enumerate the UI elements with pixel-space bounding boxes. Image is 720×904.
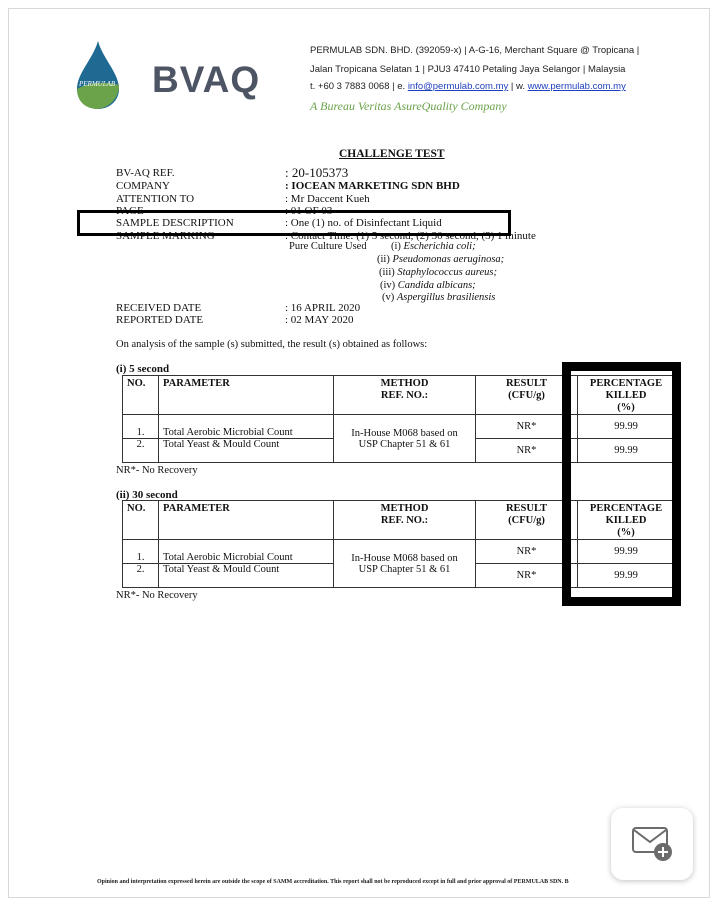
mail-plus-icon: [611, 808, 693, 880]
method-cell: In-House M068 based on USP Chapter 51 & 61: [334, 540, 476, 588]
company-address-line1: PERMULAB SDN. BHD. (392059-x) | A-G-16, Merchant Square @ Tropicana |: [310, 45, 640, 56]
web-prefix: | w.: [510, 81, 526, 92]
table-row: 1. Total Aerobic Microbial Count In-House M068 based on USP Chapter 51 & 61 NR* 99.99: [123, 540, 675, 564]
col-method: METHOD REF. NO.:: [334, 376, 476, 415]
results-table-30-second: NO. PARAMETER METHOD REF. NO.: RESULT (CFU/g) PERCENTAGE KILLED (%) 1. Total Aerobic Microbial Count In-House M068 based on USP Chapter 51 & 61 NR* 99.99 2. Total Yeast & Mould Count NR* 99.99: [122, 500, 675, 588]
add-mail-button[interactable]: [611, 808, 693, 880]
company-value: : IOCEAN MARKETING SDN BHD: [285, 180, 460, 192]
attention-value: : Mr Daccent Kueh: [285, 193, 370, 205]
no-recovery-note-2: NR*- No Recovery: [116, 590, 198, 601]
phone-text: t. +60 3 7883 0068 | e.: [310, 81, 406, 92]
reported-date-value: : 02 MAY 2020: [285, 314, 354, 326]
section-title-5-second: (i) 5 second: [116, 363, 170, 375]
sample-marking-label: SAMPLE MARKING: [116, 230, 215, 242]
culture-item-1: (i) Escherichia coli;: [391, 241, 476, 252]
received-date-value: : 16 APRIL 2020: [285, 302, 361, 314]
reported-date-label: REPORTED DATE: [116, 314, 204, 326]
sample-description-highlight-box: [77, 210, 511, 236]
col-no: NO.: [123, 376, 159, 415]
company-contact-line: [310, 81, 626, 92]
col-parameter: PARAMETER: [159, 376, 334, 415]
culture-item-2: (ii) Pseudomonas aeruginosa;: [377, 254, 505, 265]
page-label: PAGE: [116, 205, 144, 217]
ref-value: : 20-105373: [285, 165, 349, 180]
page-value: : 01 OF 03: [285, 205, 333, 217]
ref-label: BV-AQ REF.: [116, 167, 175, 179]
table-row: 2. Total Yeast & Mould Count NR* 99.99: [123, 564, 675, 588]
culture-item-4: (iv) Candida albicans;: [380, 280, 476, 291]
pure-culture-label: Pure Culture Used: [289, 241, 367, 252]
table-row: 2. Total Yeast & Mould Count NR* 99.99: [123, 439, 675, 463]
logo-script-text: PERMULAB: [79, 80, 116, 88]
company-address-line2: Jalan Tropicana Selatan 1 | PJU3 47410 Petaling Jaya Selangor | Malaysia: [310, 64, 626, 75]
permulab-drop-logo: [73, 39, 123, 111]
no-recovery-note-1: NR*- No Recovery: [116, 465, 198, 476]
method-cell: In-House M068 based on USP Chapter 51 & 61: [334, 415, 476, 463]
attention-label: ATTENTION TO: [116, 193, 195, 205]
document-title: CHALLENGE TEST: [339, 148, 445, 160]
table-row: 1. Total Aerobic Microbial Count In-House M068 based on USP Chapter 51 & 61 NR* 99.99: [123, 415, 675, 439]
culture-item-5: (v) Aspergillus brasiliensis: [382, 292, 496, 303]
percentage-column-highlight-frame: [562, 362, 681, 606]
col-result: RESULT (CFU/g): [476, 376, 578, 415]
analysis-intro: On analysis of the sample (s) submitted, the result (s) obtained as follows:: [116, 339, 428, 350]
sample-description-label: SAMPLE DESCRIPTION: [116, 217, 234, 229]
company-label: COMPANY: [116, 180, 171, 192]
company-tagline: A Bureau Veritas AsureQuality Company: [310, 99, 507, 113]
col-percentage: PERCENTAGE KILLED (%): [578, 376, 675, 415]
received-date-label: RECEIVED DATE: [116, 302, 202, 314]
brand-name: BVAQ: [152, 59, 261, 100]
email-link[interactable]: info@permulab.com.my: [407, 81, 509, 92]
accreditation-footer: Opinion and interpretation expressed herein are outside the scope of SAMM accreditation. This report shall not be reproduced except in full and prior approval of PERMULAB SDN. B: [97, 879, 569, 885]
section-title-30-second: (ii) 30 second: [116, 489, 178, 501]
culture-item-3: (iii) Staphylococcus aureus;: [379, 267, 498, 278]
sample-description-value: : One (1) no. of Disinfectant Liquid: [285, 217, 442, 229]
sample-marking-value: : Contact Time: (1) 5 second, (2) 30 second, (3) 1 minute: [285, 230, 536, 242]
website-link[interactable]: www.permulab.com.my: [527, 81, 626, 92]
document-page: [8, 8, 710, 898]
